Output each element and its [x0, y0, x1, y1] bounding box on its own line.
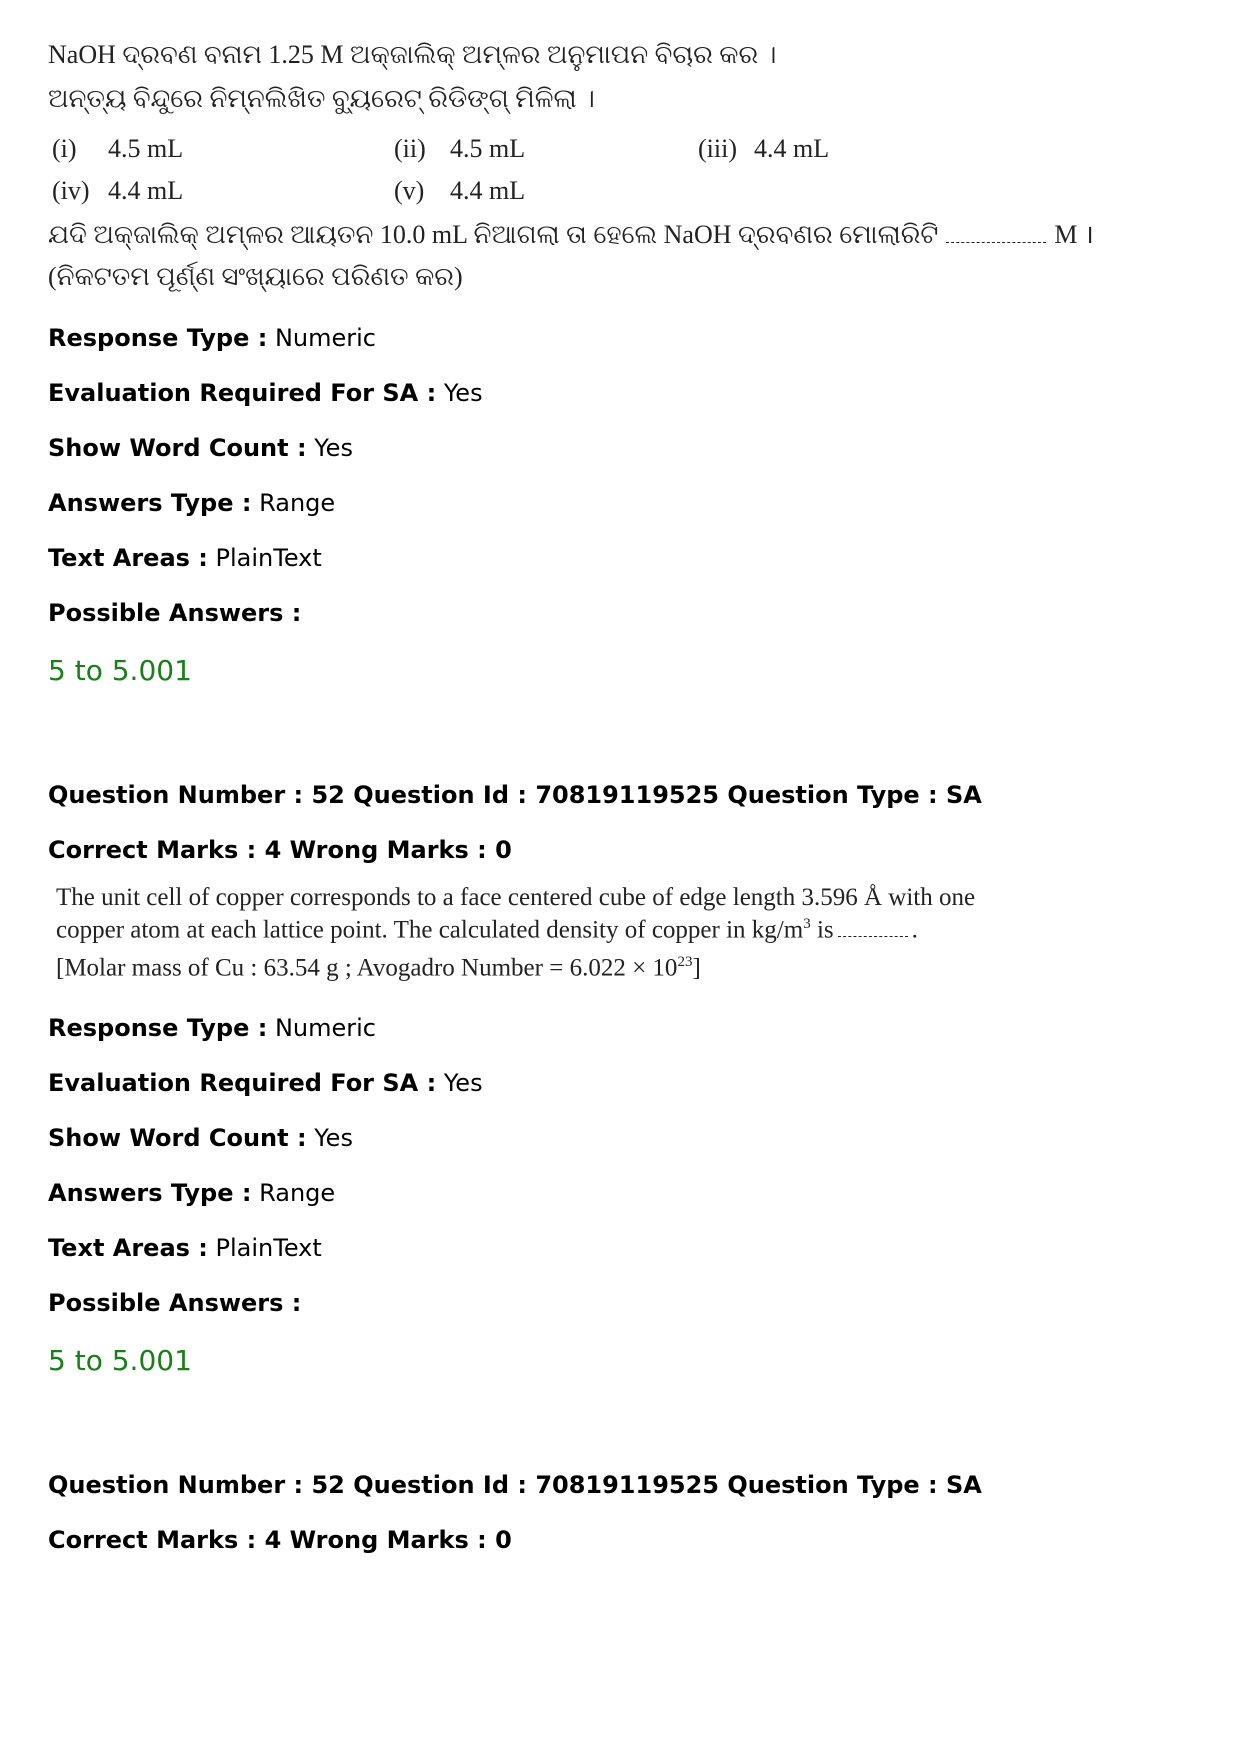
question-2-line-3: [Molar mass of Cu : 63.54 g ; Avogadro Number = $6.022 \times 10^{23}$]	[56, 954, 701, 982]
question-1-line-5: ଯଦି ଅକ୍ଜାଲିକ୍ ଅମ୍ଳର ଆୟତନ 10.0 mL ନିଆଗଲା ତା ହେଲେ NaOH ଦ୍ରବଣର ମୋଲାରିଟି M ।	[48, 220, 1094, 249]
reading-4: (iv) 4.4 mL	[52, 176, 184, 205]
question-1-line-6: (ନିକଟତମ ପୂର୍ଣ୍ଣ ସଂଖ୍ୟାରେ ପରିଣତ କର)	[48, 262, 463, 291]
text-areas-row: Text Areas : PlainText	[48, 544, 322, 572]
response-type-row: Response Type : Numeric	[48, 324, 376, 352]
possible-answer-value: 5 to 5.001	[48, 654, 192, 687]
reading-3: (iii) 4.4 mL	[698, 134, 830, 163]
reading-1: (i) 4.5 mL	[52, 134, 184, 163]
possible-answers-label: Possible Answers :	[48, 599, 302, 627]
reading-5: (v) 4.4 mL	[394, 176, 526, 205]
question-2-line-2: copper atom at each lattice point. The calculated density of copper in $kg/m^3$ is .	[56, 916, 918, 944]
marks-header: Correct Marks : 4 Wrong Marks : 0	[48, 836, 512, 864]
question-2-line-1: The unit cell of copper corresponds to a face centered cube of edge length 3.596 Å with one	[56, 884, 976, 911]
marks-header: Correct Marks : 4 Wrong Marks : 0	[48, 1526, 512, 1554]
reading-2: (ii) 4.5 mL	[394, 134, 526, 163]
text-areas-row: Text Areas : PlainText	[48, 1234, 322, 1262]
possible-answers-label: Possible Answers :	[48, 1289, 302, 1317]
answer-blank	[838, 918, 908, 937]
response-type-row: Response Type : Numeric	[48, 1014, 376, 1042]
answers-type-row: Answers Type : Range	[48, 489, 336, 517]
question-header: Question Number : 52 Question Id : 70819119525 Question Type : SA	[48, 781, 982, 809]
question-2-image	[48, 884, 976, 985]
question-1-line-1: NaOH ଦ୍ରବଣ ବନାମ 1.25 M ଅକ୍ଜାଲିକ୍ ଅମ୍ଳର ଅନୁମାପନ ବିଚାର କର ।	[48, 40, 777, 69]
question-1-image	[48, 40, 1094, 302]
word-count-row: Show Word Count : Yes	[48, 1124, 353, 1152]
answer-blank	[946, 220, 1046, 243]
answers-type-row: Answers Type : Range	[48, 1179, 336, 1207]
evaluation-row: Evaluation Required For SA : Yes	[48, 379, 483, 407]
word-count-row: Show Word Count : Yes	[48, 434, 353, 462]
possible-answer-value: 5 to 5.001	[48, 1344, 192, 1377]
question-1-line-2: ଅନ୍ତ୍ୟ ବିନ୍ଦୁରେ ନିମ୍ନଲିଖିତ ବ୍ୟୁରେଟ୍ ରିଡିଙ୍ଗ୍ ମିଳିଲା ।	[48, 84, 595, 113]
evaluation-row: Evaluation Required For SA : Yes	[48, 1069, 483, 1097]
question-header: Question Number : 52 Question Id : 70819119525 Question Type : SA	[48, 1471, 982, 1499]
